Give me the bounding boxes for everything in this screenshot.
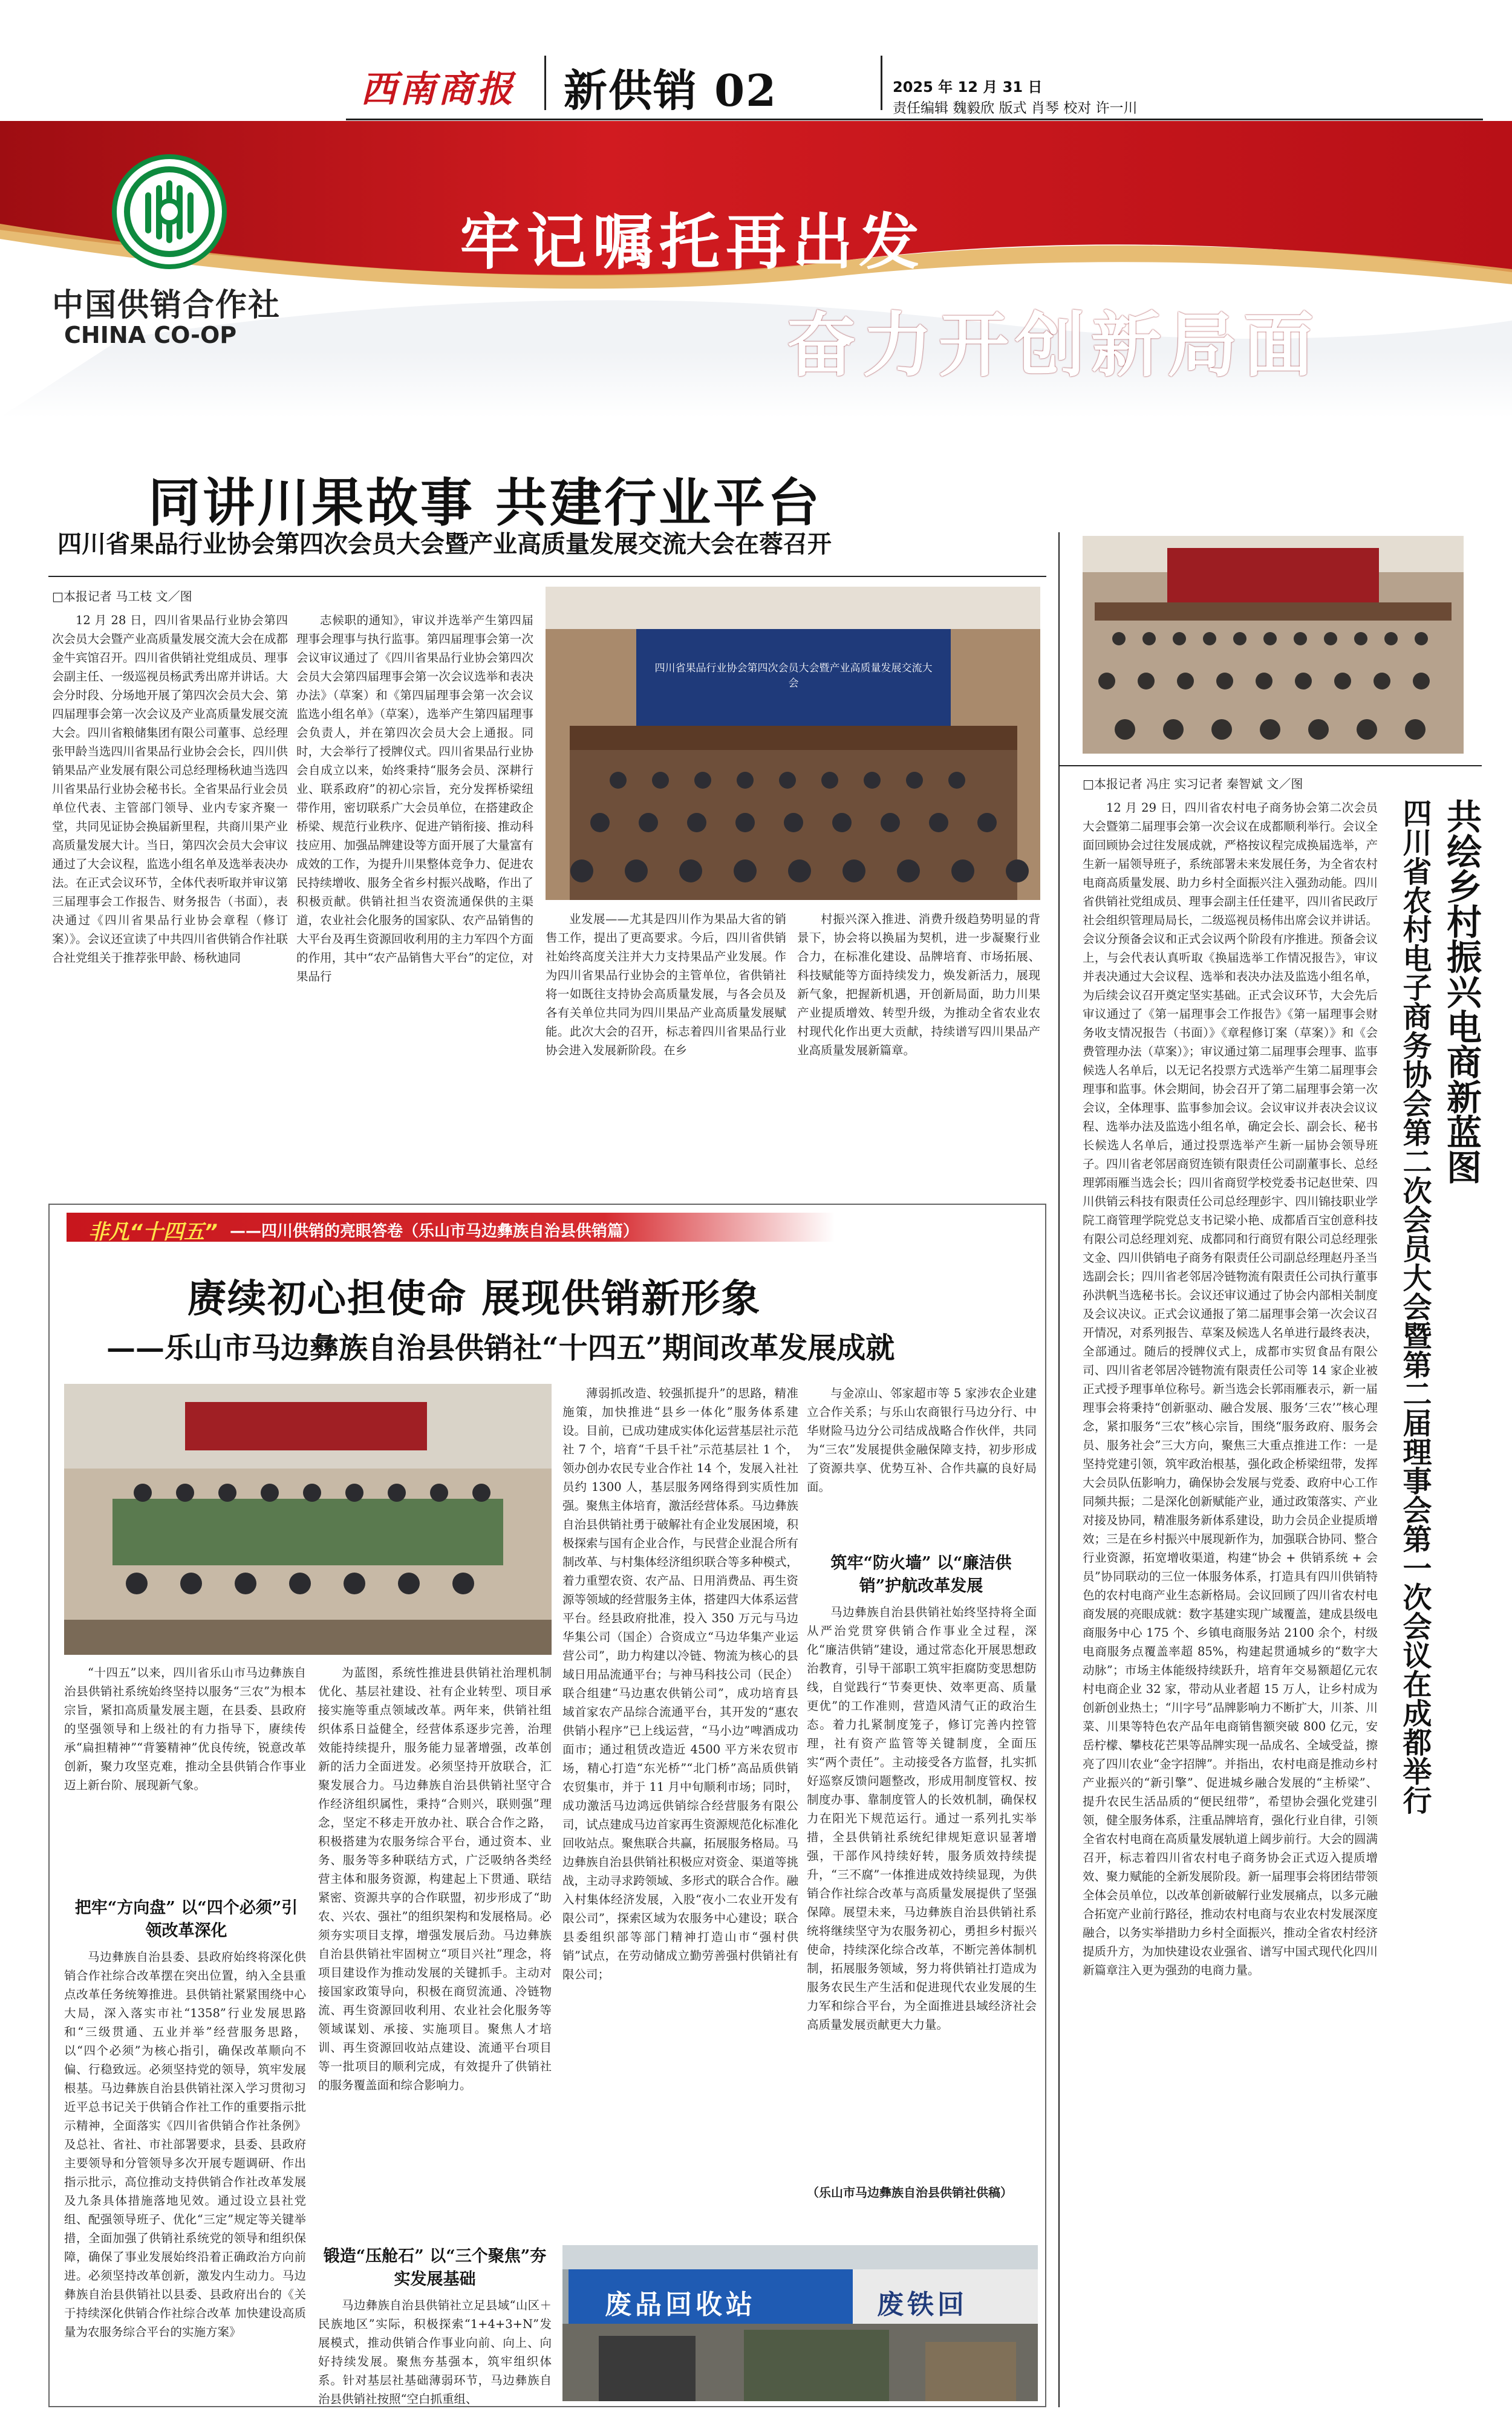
- editors-line: 责任编辑 魏毅欣 版式 肖琴 校对 许一川: [893, 100, 1138, 116]
- right-column-divider: [1058, 532, 1060, 2407]
- recycling-station-image: [562, 2245, 1038, 2401]
- article3-photo-1: [64, 1384, 552, 1655]
- article2-title: 共绘乡村振兴电商新蓝图: [1441, 798, 1482, 1184]
- meeting-room-image: [1083, 536, 1464, 754]
- article1-col1: 12 月 28 日，四川省果品行业协会第四次会员大会暨产业高质量发展交流大会在成都金牛宾馆召开。四川省供销社党组成员、理事会副主任、一级巡视员杨武秀出席并讲话。大会分时段、分场地开展了第四次会员大会、第四届理事会第一次会议及产业高质量发展交流大会。四川省粮储集团有限公司董事、总经理张甲龄当选四川省果品行业协会会长，四川供销果品产业发展有限公司总经理杨秋迪当选四川省果品行业协会秘书长。全省果品行业会员单位代表、主管部门领导、业内专家齐聚一堂，共同见证协会换届新里程，共商川果产业高质量发展大计。当日，第四次会员大会审议通过了大会议程，监选小组名单及选举表决办法。在正式会议环节，全体代表听取并审议第三届理事会工作报告、财务报告（书面），表决通过《四川省果品行业协会章程（修订案）》。会议还宣读了中共四川省供销合作社联合社党组关于推荐张甲龄、杨秋迪同: [52, 613, 288, 965]
- article2-photo: [1083, 536, 1464, 754]
- coop-logo: [112, 154, 227, 269]
- paper-name: 西南商报: [360, 68, 515, 111]
- article1-col4: 村振兴深入推进、消费升级趋势明显的背景下，协会将以换届为契机，进一步凝聚行业合力，在标准化建设、品牌培育、市场拓展、科技赋能等方面持续发力，焕发新活力，展现新气象，把握新机遇，开创新局面，助力川果产业提质增效、转型升级，为推动全省农业农村现代化作出更大贡献，持续谱写四川果品产业高质量发展新篇章。: [797, 912, 1040, 1057]
- series-label: 非凡“十四五”: [88, 1220, 218, 1244]
- article1-title: 同讲川果故事 共建行业平台: [148, 472, 822, 533]
- issue-date: 2025 年 12 月 31 日: [893, 79, 1043, 96]
- article2-body: 12 月 29 日，四川省农村电子商务协会第二次会员大会暨第二届理事会第一次会议在成都顺利举行。会议全面回顾协会过往发展成就，严格按议程完成换届选举，产生新一届领导班子，系统部署未来发展任务，为全省农村电商高质量发展、助力乡村全面振兴注入强劲动能。四川省供销社党组成员、理事会副主任任建平，四川省民政厅社会组织管理局局长，二级巡视员杨伟出席会议并讲话。会议分预备会议和正式会议两个阶段有序推进。预备会议上，与会代表认真听取《换届选举工作情况报告》，审议并表决通过大会议程、选举和表决办法及监选小组名单，为后续会议召开奠定坚实基础。正式会议环节，大会先后审议通过了《第一届理事会工作报告》《第一届理事会财务收支情况报告（书面）》《章程修订案（草案）》和《会费管理办法（草案）》；审议通过第二届理事会理事、监事候选人名单后，以无记名投票方式选举产生第二届理事会理事和监事。休会期间，协会召开了第二届理事会第一次会议，全体理事、监事参加会议。会议审议并表决会议议程、选举办法及监选小组名单，确定会长、副会长、秘书长候选人名单后，通过投票选举产生新一届协会领导班子。四川省老邻居商贸连锁有限责任公司副董事长、总经理郭雨雁当选会长；四川省商贸学校党委书记赵世荣、四川供销云科技有限责任公司总经理彭宇、四川锦技职业学院工商管理学院党总支书记梁小艳、成都盾百宝创意科技有限公司总经理刘兖、成都同和行商贸有限公司总经理张文金、四川供销电子商务有限责任公司副总经理赵丹圣当选副会长；四川省老邻居冷链物流有限责任公司执行董事孙洪帆当选秘书长。会议还审议通过了协会内部相关制度及会议决议。正式会议通报了第二届理事会第一次会议召开情况，对系列报告、草案及候选人名单进行最终表决，全部通过。随后的授牌仪式上，成都市实贸食品有限公司、四川省老邻居冷链物流有限责任公司等 14 家企业被正式授予理事单位称号。新当选会长郭雨雁表示，新一届理事会将秉持“创新驱动、融合发展、服务‘三农’”核心理念，紧扣服务“三农”核心宗旨，围绕“服务政府、服务会员、服务社会”三大方向，聚焦三大重点推进工作：一是坚持党建引领，筑牢政治根基，强化政企桥梁纽带，发挥大会员队伍影响力，确保协会发展与党委、政府中心工作同频共振；二是深化创新赋能产业，通过政策落实、产业对接及协同，精准服务新体系建设，助力会员企业提质增效；三是在乡村振兴中展现新作为，加强联合协同、整合行业资源，拓宽增收渠道，构建“协会 + 供销系统 + 会员”协同联动的三位一体服务体系，打造具有四川供销特色的农村电商产业生态新格局。会议回顾了四川省农村电商发展的亮眼成就：数字基建实现广域覆盖，建成县级电商服务中心 175 个、乡镇电商服务站 2100 余个，村级电商服务点覆盖率超 85%，构建起贯通城乡的“数字大动脉”；市场主体能级持续跃升，培育年交易额超亿元农村电商企业 32 家，带动从业者超 15 万人，让乡村成为创新创业热土；“川字号”品牌影响力不断扩大，川茶、川菜、川果等特色农产品年电商销售额突破 800 亿元，安岳柠檬、攀枝花芒果等品牌实现一品成名、全域受益，擦亮了四川农业“金字招牌”。并指出，农村电商是推动乡村产业振兴的“新引擎”、促进城乡融合发展的“主桥梁”、提升农民生活品质的“便民纽带”，希望协会强化党建引领，健全服务体系，注重品牌培育，强化行业自律，引领全省农村电商在高质量发展轨道上阔步前行。大会的圆满召开，标志着四川省农村电子商务协会正式迈入提质增效、聚力赋能的全新发展阶段。新一届理事会将团结带领全体会员单位，以改革创新破解行业发展痛点，以多元融合拓宽产业前行路径，推动农村电商与农业农村发展深度融合，以务实举措助力乡村全面振兴，推动全省农村经济提质升方，为加快建设农业强省、谱写中国式现代化四川新篇章注入更为强劲的电商力量。: [1083, 801, 1378, 1977]
- store-sign-text: 废品回收站: [605, 2289, 756, 2320]
- article3-source: （乐山市马边彝族自治县供销社供稿）: [807, 2185, 1012, 2200]
- series-sub: ——四川供销的亮眼答卷（乐山市马边彝族自治县供销篇）: [230, 1222, 639, 1241]
- article3-subhead-3: 筑牢“防火墙” 以“廉洁供销”护航改革发展: [830, 1554, 1012, 1596]
- article3-col1b: 马边彝族自治县委、县政府始终将深化供销合作社综合改革摆在突出位置，纳入全县重点改革任务统筹推进。县供销社紧紧围绕中心大局，深入落实市社“1358”行业发展思路和“三级贯通、五业并举”经营服务思路，以“四个必须”为核心指引，确保改革顺向不偏、行稳致远。必须坚持党的领导，筑牢发展根基。马边彝族自治县供销社深入学习贯彻习近平总书记关于供销合作社工作的重要指示批示精神，全面落实《四川省供销合作社条例》及总社、省社、市社部署要求，县委、县政府主要领导和分管领导多次开展专题调研、作出指示批示，高位推动支持供销合作社改革发展及九条具体措施落地见效。通过设立县社党组、配强领导班子、优化“三定”规定等关键举措，全面加强了供销社系统党的领导和组织保障，确保了事业发展始终沿着正确政治方向前进。必须坚持改革创新，激发内生动力。马边彝族自治县供销社以县委、县政府出台的《关于持续深化供销合作社综合改革 加快建设高质量为农服务综合平台的实施方案》: [64, 1950, 306, 2339]
- section-name: 新供销 02: [564, 65, 778, 116]
- article3-subtitle: ——乐山市马边彝族自治县供销社“十四五”期间改革发展成就: [106, 1331, 895, 1365]
- article2-rule: [1058, 765, 1482, 766]
- masthead-divider: [544, 56, 546, 110]
- article1-col2: 志候职的通知》，审议并选举产生第四届理事会理事与执行监事。第四届理事会第一次会议审议通过了《四川省果品行业协会第四次会员大会第四届理事会第一次会议选举和表决办法》（草案）和《第四届理事会第一次会议监选小组名单》（草案），选举产生第四届理事会负责人，并在第四次会员大会上通报。同时，大会举行了授牌仪式。四川省果品行业协会自成立以来，始终秉持“服务会员、深耕行业、联系政府”的初心宗旨，充分发挥桥梁纽带作用，密切联系广大会员单位，在搭建政企桥梁、规范行业秩序、促进产销衔接、推动科技应用、加强品牌建设等方面开展了大量富有成效的工作，为提升川果整体竞争力、促进农民持续增收、服务全省乡村振兴战略，作出了积极贡献。供销社担当农资流通保供的主渠道，农业社会化服务的国家队、农产品销售的大平台及再生资源回收利用的主力军四个方面的作用，其中“农产品销售大平台”的定位，对果品行: [296, 613, 533, 983]
- article3-photo-2: [562, 2245, 1038, 2401]
- article3-col3: 薄弱抓改造、较强抓提升”的思路，精准施策，加快推进“县乡一体化”服务体系建设。目前，已成功建成实体化运营基层社示范社 7 个，培育“千县千社”示范基层社 1 个，领办创办农民专业合作社 14 个，发展入社社员约 1300 人，基层服务网络得到实质性加强。聚焦主体培育，激活经营体系。马边彝族自治县供销社勇于破解社有企业发展困境，积极探索与国有企业合作，与民营企业混合所有制改革、与村集体经济组织联合等多种模式，着力重塑农资、农产品、日用消费品、再生资源等领域的经营服务主体，搭建四大体系运营平台。经县政府批准，投入 350 万元与马边华集公司（国企）合资成立“马边华集产业运营公司”，助力构建以冷链、物流为核心的县域日用品流通平台；与神马科技公司（民企）联合组建“马边惠农供销公司”，成功培育县域首家农产品综合流通平台，其开发的“惠农供销小程序”已上线运营，“马小边”啤酒成功面市；通过租赁改造近 4500 平方米农贸市场，精心打造“东光桥”“北门桥”高品质供销农贸集市，并于 11 月中旬顺利市场；同时，成功激活马边鸿远供销综合经营服务有限公司，试点建成马边首家再生资源规范化标准化回收站点。聚焦联合共赢，拓展服务格局。马边彝族自治县供销社积极应对资金、渠道等挑战，主动寻求跨领域、多形式的联合合作。融入村集体经济发展，入股“夜小二农业开发有限公司”，探索区域为农服务中心建设；联合县委组织部等部门精神打造山市“强村供销”试点，在劳动储成立勤劳善强村供销社有限公司；: [562, 1386, 799, 1981]
- article1-byline: □本报记者 马工枝 文／图: [52, 589, 192, 604]
- article3-col4a: 与金凉山、邻家超市等 5 家涉农企业建立合作关系；与乐山农商银行马边分行、中华财险马边分公司结成战略合作伙伴，共同为“三农”发展提供金融保障支持，初步形成了资源共享、优势互补、合作共赢的良好局面。: [807, 1386, 1037, 1494]
- series-banner: [67, 1213, 835, 1242]
- photo-screen-text: 四川省果品行业协会第四次会员大会暨产业高质量发展交流大会: [654, 662, 933, 690]
- article3-col4b: 马边彝族自治县供销社始终坚持将全面从严治党贯穿供销合作事业全过程，深化“廉洁供销”建设，通过常态化开展思想政治教育，引导干部职工筑牢拒腐防变思想防线，自觉践行“节奏更快、效率更高、质量更优”的工作准则，营造风清气正的政治生态。着力扎紧制度笼子，修订完善内控管理，社有资产监管等关键制度，全面压实“两个责任”。主动接受各方监督，扎实抓好巡察反馈问题整改，形成用制度管权、按制度办事、靠制度管人的长效机制，确保权力在阳光下规范运行。通过一系列扎实举措，全县供销社系统纪律规矩意识显著增强，干部作风持续好转，服务质效持续提升，“三不腐”一体推进成效持续显现，为供销合作社综合改革与高质量发展提供了坚强保障。展望未来，马边彝族自治县供销社系统将继续坚守为农服务初心，勇担乡村振兴使命，持续深化综合改革，不断完善体制机制，拓展服务领域，努力将供销社打造成为服务农民生产生活和促进现代农业发展的生力军和综合平台，为全面推进县域经济社会高质量发展贡献更大力量。: [807, 1605, 1037, 2032]
- article1-photo: [546, 587, 1040, 900]
- masthead-divider-2: [881, 56, 882, 110]
- slogan-line-2: 奋力开创新局面: [786, 305, 1320, 386]
- article2-byline: □本报记者 冯庄 实习记者 秦智斌 文／图: [1083, 777, 1303, 791]
- coop-logo-icon: [117, 159, 222, 264]
- masthead: [0, 0, 1512, 121]
- meeting-photo-image: [64, 1384, 552, 1655]
- article3-col2b: 马边彝族自治县供销社立足县域“山区＋民族地区”实际，积极探索“1+4+3+N”发展模式，推动供销合作事业向前、向上、向好持续发展。聚焦夯基强本，筑牢组织体系。针对基层社基础薄弱环节，马边彝族自治县供销社按照“空白抓重组、: [318, 2298, 552, 2406]
- article3-title: 赓续初心担使命 展现供销新形象: [187, 1276, 761, 1322]
- article2-subtitle: 四川省农村电子商务协会第二次会员大会暨第二届理事会第一次会议在成都举行: [1398, 798, 1432, 1814]
- article1-rule: [48, 576, 1046, 577]
- org-name-cn: 中国供销合作社: [52, 287, 281, 324]
- article3-subhead-1: 把牢“方向盘” 以“四个必须”引领改革深化: [74, 1899, 298, 1940]
- org-name-en: CHINA CO-OP: [64, 322, 237, 348]
- slogan-line-1: 牢记嘱托再出发: [460, 207, 925, 278]
- article1-col3: 业发展——尤其是四川作为果品大省的销售工作，提出了更高要求。今后，四川省供销社始终高度关注并大力支持果品产业发展。作为四川省果品行业协会的主管单位，省供销社将一如既往支持协会高质量发展，与各会员及各有关单位共同为四川果品产业高质量发展赋能。此次大会的召开，标志着四川省果品行业协会进入发展新阶段。在乡: [546, 912, 786, 1057]
- article1-subtitle: 四川省果品行业协会第四次会员大会暨产业高质量发展交流大会在蓉召开: [57, 530, 832, 558]
- article3-col2: 为蓝图，系统性推进县供销社治理机制优化、基层社建设、社有企业转型、项目承接实施等重点领域改革。两年来，供销社组织体系日益健全，经营体系逐步完善，治理效能持续提升，服务能力显著增强，改革创新的活力全面迸发。必须坚持开放联合，汇聚发展合力。马边彝族自治县供销社坚守合作经济组织属性，秉持“合则兴，联则强”理念，坚定不移走开放办社、联合合作之路，积极搭建为农服务综合平台，通过资本、业务、服务等多种联结方式，广泛吸纳各类经营主体和服务资源，构建起上下贯通、联结紧密、资源共享的合作联盟，初步形成了“助农、兴农、强社”的组织架构和发展格局。必须夯实项目支撑，增强发展后劲。马边彝族自治县供销社牢固树立“项目兴社”理念，将项目建设作为推动发展的关键抓手。主动对接国家政策导向，积极在商贸流通、冷链物流、再生资源回收利用、农业社会化服务等领域谋划、承接、实施项目。聚焦人才培训、再生资源回收站点建设、流通平台项目等一批项目的顺利完成，有效提升了供销社的服务覆盖面和综合影响力。: [318, 1666, 552, 2092]
- store-sign-text-2: 废铁回: [877, 2289, 968, 2320]
- conference-hall-image: [546, 587, 1040, 900]
- article3-col1a: “十四五”以来，四川省乐山市马边彝族自治县供销社系统始终坚持以服务“三农”为根本宗旨，紧扣高质量发展主题，在县委、县政府的坚强领导和上级社的有力指导下，赓续传承“扁担精神”“背篓精神”优良传统，锐意改革创新，聚力攻坚克难，推动全县供销合作事业迈上新台阶、展现新气象。: [64, 1666, 306, 1792]
- banner: [0, 121, 1512, 417]
- article3-subhead-2: 锻造“压舱石” 以“三个聚焦”夯实发展基础: [323, 2247, 547, 2289]
- masthead-rule: [346, 119, 1483, 120]
